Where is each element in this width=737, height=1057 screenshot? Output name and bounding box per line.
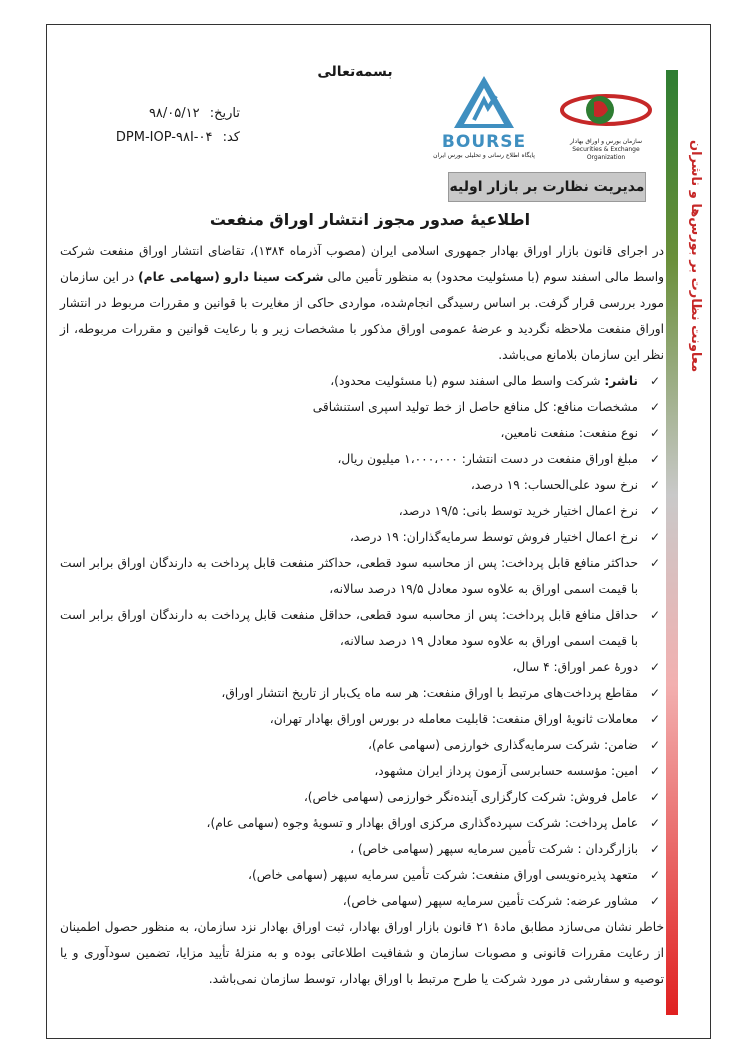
bourse-logo-caption: پایگاه اطلاع رسانی و تحلیلی بورس ایران xyxy=(433,152,535,159)
checkmark-icon: ✓ xyxy=(649,764,660,778)
checkmark-icon: ✓ xyxy=(649,660,660,674)
bourse-logo xyxy=(430,72,538,172)
sec-logo-caption xyxy=(556,138,656,162)
list-item: ✓ امین: مؤسسه حسابرسی آزمون پرداز ایران مشهود، xyxy=(60,758,664,784)
list-item: ✓ ناشر: شرکت واسط مالی اسفند سوم (با مسئولیت محدود)، xyxy=(60,368,664,394)
code-label: کد: xyxy=(222,130,240,145)
list-item: ✓ مبلغ اوراق منفعت در دست انتشار: ۱،۰۰۰،۰۰۰ میلیون ریال، xyxy=(60,446,664,472)
sec-logo xyxy=(556,80,656,160)
closing-paragraph: خاطر نشان می‌سازد مطابق مادهٔ ۲۱ قانون بازار اوراق بهادار، ثبت اوراق بهادار نزد سازمان، به منظور حصول اطمینان از رعایت مقررات قانونی و مصوبات سازمان و شفافیت اطلاعاتی بوده و به منزلهٔ تأیید مزایا، تضمین سودآوری و یا توصیه و سفارشی در مورد شرکت یا طرح مرتبط با اوراق بهادار، توسط سازمان نمی‌باشد. xyxy=(60,920,665,986)
checkmark-icon: ✓ xyxy=(649,400,660,414)
list-item: ✓ نوع منفعت: منفعت نامعین، xyxy=(60,420,664,446)
list-item: ✓ دورهٔ عمر اوراق: ۴ سال، xyxy=(60,654,664,680)
bourse-logo-word: BOURSE xyxy=(441,132,527,152)
list-item: ✓ حداکثر منافع قابل پرداخت: پس از محاسبه سود قطعی، حداکثر منفعت قابل پرداخت به دارندگان اوراق برابر است با قیمت اسمی اوراق به علاوه سود معادل ۱۹/۵ درصد سالانه، xyxy=(60,550,664,602)
checkmark-icon: ✓ xyxy=(649,712,660,726)
checkmark-icon: ✓ xyxy=(649,504,660,518)
list-item: ✓ معاملات ثانویهٔ اوراق منفعت: قابلیت معامله در بورس اوراق بهادار تهران، xyxy=(60,706,664,732)
list-item: ✓ بازارگردان : شرکت تأمین سرمایه سپهر (سهامی خاص) ، xyxy=(60,836,664,862)
sec-logo-caption-en: Securities & Exchange Organization xyxy=(572,146,640,161)
document-body xyxy=(60,238,664,992)
document-title: اطلاعیهٔ صدور مجوز انتشار اوراق منفعت xyxy=(209,210,531,229)
sidebar-title: معاونت نظارت بر بورس‌ها و ناشران xyxy=(688,139,703,372)
checkmark-icon: ✓ xyxy=(649,426,660,440)
sidebar-color-bar xyxy=(666,70,678,1015)
sec-logo-mark-icon xyxy=(556,80,656,138)
checkmark-icon: ✓ xyxy=(649,608,660,622)
list-item: ✓ نرخ اعمال اختیار فروش توسط سرمایه‌گذاران: ۱۹ درصد، xyxy=(60,524,664,550)
spec-list xyxy=(60,368,664,914)
list-item: ✓ نرخ سود علی‌الحساب: ۱۹ درصد، xyxy=(60,472,664,498)
checkmark-icon: ✓ xyxy=(649,374,660,388)
checkmark-icon: ✓ xyxy=(649,686,660,700)
list-item: ✓ حداقل منافع قابل پرداخت: پس از محاسبه سود قطعی، حداقل منفعت قابل پرداخت به دارندگان اوراق برابر است با قیمت اسمی اوراق به علاوه سود معادل ۱۹ درصد سالانه، xyxy=(60,602,664,654)
checkmark-icon: ✓ xyxy=(649,530,660,544)
checkmark-icon: ✓ xyxy=(649,842,660,856)
checkmark-icon: ✓ xyxy=(649,816,660,830)
date-label: تاریخ: xyxy=(209,106,240,121)
checkmark-icon: ✓ xyxy=(649,738,660,752)
code-value: DPM-IOP-۹۸I-۰۴ xyxy=(115,130,213,145)
checkmark-icon: ✓ xyxy=(649,894,660,908)
sec-logo-caption-fa: سازمان بورس و اوراق بهادار xyxy=(569,138,642,145)
checkmark-icon: ✓ xyxy=(649,556,660,570)
department-banner: مدیریت نظارت بر بازار اولیه xyxy=(448,172,646,202)
checkmark-icon: ✓ xyxy=(649,868,660,882)
list-item: ✓ مشاور عرضه: شرکت تأمین سرمایه سپهر (سهامی خاص)، xyxy=(60,888,664,914)
intro-text-1: در اجرای قانون بازار اوراق بهادار جمهوری اسلامی ایران (مصوب آذرماه ۱۳۸۴)، تقاضای انتشار اوراق منفعت شرکت واسط مالی اسفند سوم (با مسئولیت محدود) به منظور تأمین مالی xyxy=(60,244,665,284)
bourse-logo-mark-icon xyxy=(430,72,538,132)
code-line xyxy=(100,130,240,145)
list-item: ✓ متعهد پذیره‌نویسی اوراق منفعت: شرکت تأمین سرمایه سپهر (سهامی خاص)، xyxy=(60,862,664,888)
checkmark-icon: ✓ xyxy=(649,478,660,492)
intro-paragraph xyxy=(60,238,664,368)
checkmark-icon: ✓ xyxy=(649,790,660,804)
list-item: ✓ مشخصات منافع: کل منافع حاصل از خط تولید اسپری استنشاقی xyxy=(60,394,664,420)
intro-text-2: در این سازمان مورد بررسی قرار گرفت. بر اساس رسیدگی انجام‌شده، مواردی حاکی از مغایرت با قوانین و مقررات مربوط در انتشار اوراق منفعت ملاحظه نگردید و عرضهٔ عمومی اوراق مذکور با مشخصات زیر و با رعایت قوانین و مقررات مربوطه، از نظر این سازمان بلامانع می‌باشد. xyxy=(60,270,664,362)
date-line xyxy=(100,106,240,121)
list-item: ✓ نرخ اعمال اختیار خرید توسط بانی: ۱۹/۵ درصد، xyxy=(60,498,664,524)
list-item: ✓ ضامن: شرکت سرمایه‌گذاری خوارزمی (سهامی عام)، xyxy=(60,732,664,758)
intro-company: شرکت سینا دارو (سهامی عام) xyxy=(138,270,324,284)
list-item: ✓ مقاطع پرداخت‌های مرتبط با اوراق منفعت: هر سه ماه یک‌بار از تاریخ انتشار اوراق، xyxy=(60,680,664,706)
list-item: ✓ عامل پرداخت: شرکت سپرده‌گذاری مرکزی اوراق بهادار و تسویهٔ وجوه (سهامی عام)، xyxy=(60,810,664,836)
list-item: ✓ عامل فروش: شرکت کارگزاری آینده‌نگر خوارزمی (سهامی خاص)، xyxy=(60,784,664,810)
checkmark-icon: ✓ xyxy=(649,452,660,466)
bismillah-heading: بسمه‌تعالی xyxy=(317,64,393,80)
date-value: ۹۸/۰۵/۱۲ xyxy=(148,106,200,121)
